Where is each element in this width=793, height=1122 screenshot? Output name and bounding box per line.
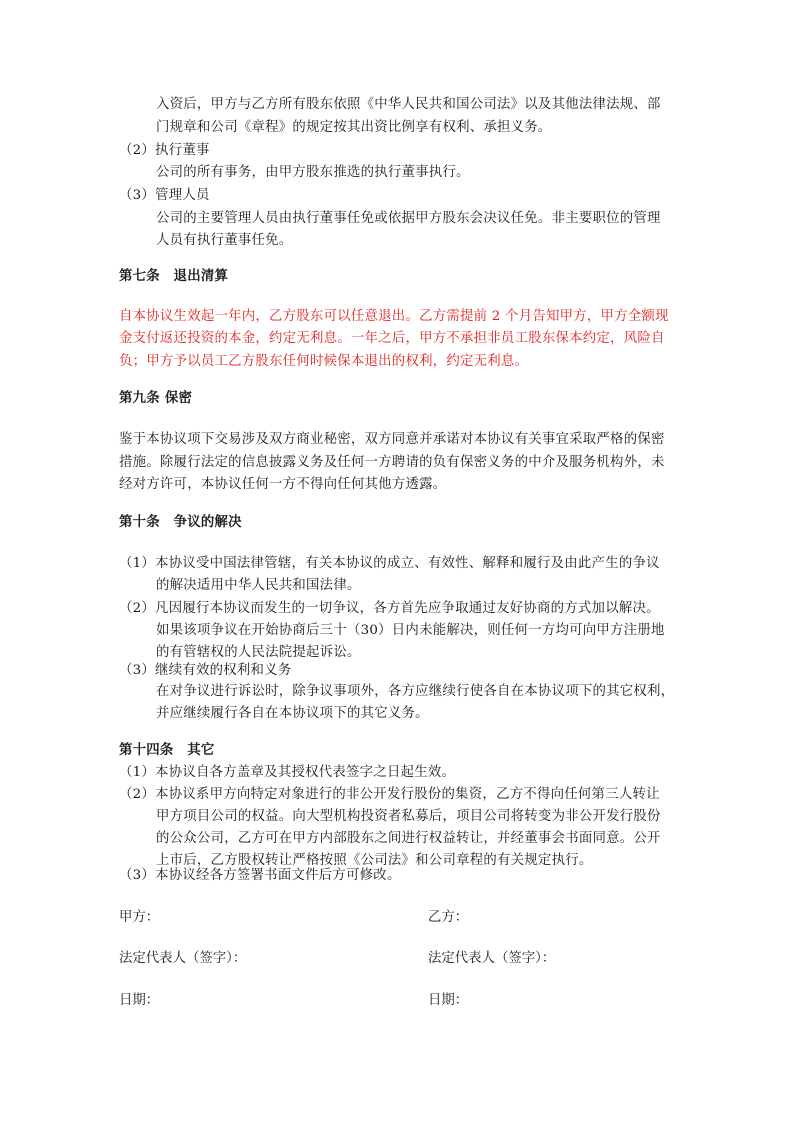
article9-line-3: 经对方许可，本协议任何一方不得向任何其他方透露。: [119, 477, 447, 492]
article10-heading: 第十条 争议的解决: [119, 514, 242, 530]
article10-item2-line-1: （2）凡因履行本协议而发生的一切争议，各方首先应争取通过友好协商的方式加以解决。: [119, 601, 660, 616]
article10-item3-line-2: 并应继续履行各自在本协议项下的其它义务。: [156, 706, 429, 721]
article7-line-2: 金支付返还投资的本金，约定无利息。一年之后，甲方不承担非员工股东保本约定，风险自: [119, 331, 665, 346]
article14-item3: （3）本协议经各方签署书面文件后方可修改。: [119, 868, 401, 883]
intro-line-2: 门规章和公司《章程》的规定按其出资比例享有权利、承担义务。: [156, 120, 552, 135]
article14-item2-line-4: 上市后，乙方股权转让严格按照《公司法》和公司章程的有关规定执行。: [156, 853, 593, 868]
article10-item3-label: （3）继续有效的权利和义务: [119, 663, 292, 678]
article10-item2-line-3: 的有管辖权的人民法院提起诉讼。: [156, 645, 361, 660]
party-a-label: 甲方：: [119, 910, 160, 925]
article7-line-1: 自本协议生效起一年内，乙方股东可以任意退出。乙方需提前 2 个月告知甲方，甲方全额现: [119, 309, 669, 324]
party-b-label: 乙方：: [428, 910, 469, 925]
article14-heading: 第十四条 其它: [119, 742, 215, 758]
article14-item2-line-3: 的公众公司，乙方可在甲方内部股东之间进行权益转让，并经董事会书面同意。公开: [156, 831, 661, 846]
article10-item1-line-1: （1）本协议受中国法律管辖，有关本协议的成立、有效性、解释和履行及由此产生的争议: [119, 556, 660, 571]
article7-heading: 第七条 退出清算: [119, 268, 229, 284]
article9-heading: 第九条 保密: [119, 390, 193, 406]
article9-line-2: 措施。除履行法定的信息披露义务及任何一方聘请的负有保密义务的中介及服务机构外，未: [119, 455, 665, 470]
date-b-label: 日期：: [428, 993, 469, 1008]
legal-rep-b-label: 法定代表人（签字）：: [428, 951, 556, 966]
article10-item3-line-1: 在对争议进行诉讼时，除争议事项外，各方应继续行使各自在本协议项下的其它权利，: [156, 684, 675, 699]
legal-rep-a-label: 法定代表人（签字）：: [119, 951, 247, 966]
item-management-line-1: 公司的主要管理人员由执行董事任免或依据甲方股东会决议任免。非主要职位的管理: [156, 211, 661, 226]
item-directors-text: 公司的所有事务，由甲方股东推选的执行董事执行。: [156, 165, 470, 180]
item-management-label: （3）管理人员: [119, 188, 210, 203]
article10-item1-line-2: 的解决适用中华人民共和国法律。: [156, 578, 361, 593]
item-management-line-2: 人员有执行董事任免。: [156, 233, 293, 248]
item-directors-label: （2）执行董事: [119, 143, 210, 158]
article10-item2-line-2: 如果该项争议在开始协商后三十（30）日内未能解决，则任何一方均可向甲方注册地: [156, 623, 665, 638]
intro-line-1: 入资后，甲方与乙方所有股东依照《中华人民共和国公司法》以及其他法律法规、部: [156, 97, 661, 112]
article14-item1: （1）本协议自各方盖章及其授权代表签字之日起生效。: [119, 765, 456, 780]
article9-line-1: 鉴于本协议项下交易涉及双方商业秘密，双方同意并承诺对本协议有关事宜采取严格的保密: [119, 432, 665, 447]
article14-item2-line-2: 甲方项目公司的权益。向大型机构投资者私募后，项目公司将转变为非公开发行股份: [156, 809, 661, 824]
article7-line-3: 负；甲方予以员工乙方股东任何时候保本退出的权利，约定无利息。: [119, 354, 529, 369]
article14-item2-line-1: （2）本协议系甲方向特定对象进行的非公开发行股份的集资，乙方不得向任何第三人转让: [119, 787, 660, 802]
date-a-label: 日期：: [119, 993, 160, 1008]
